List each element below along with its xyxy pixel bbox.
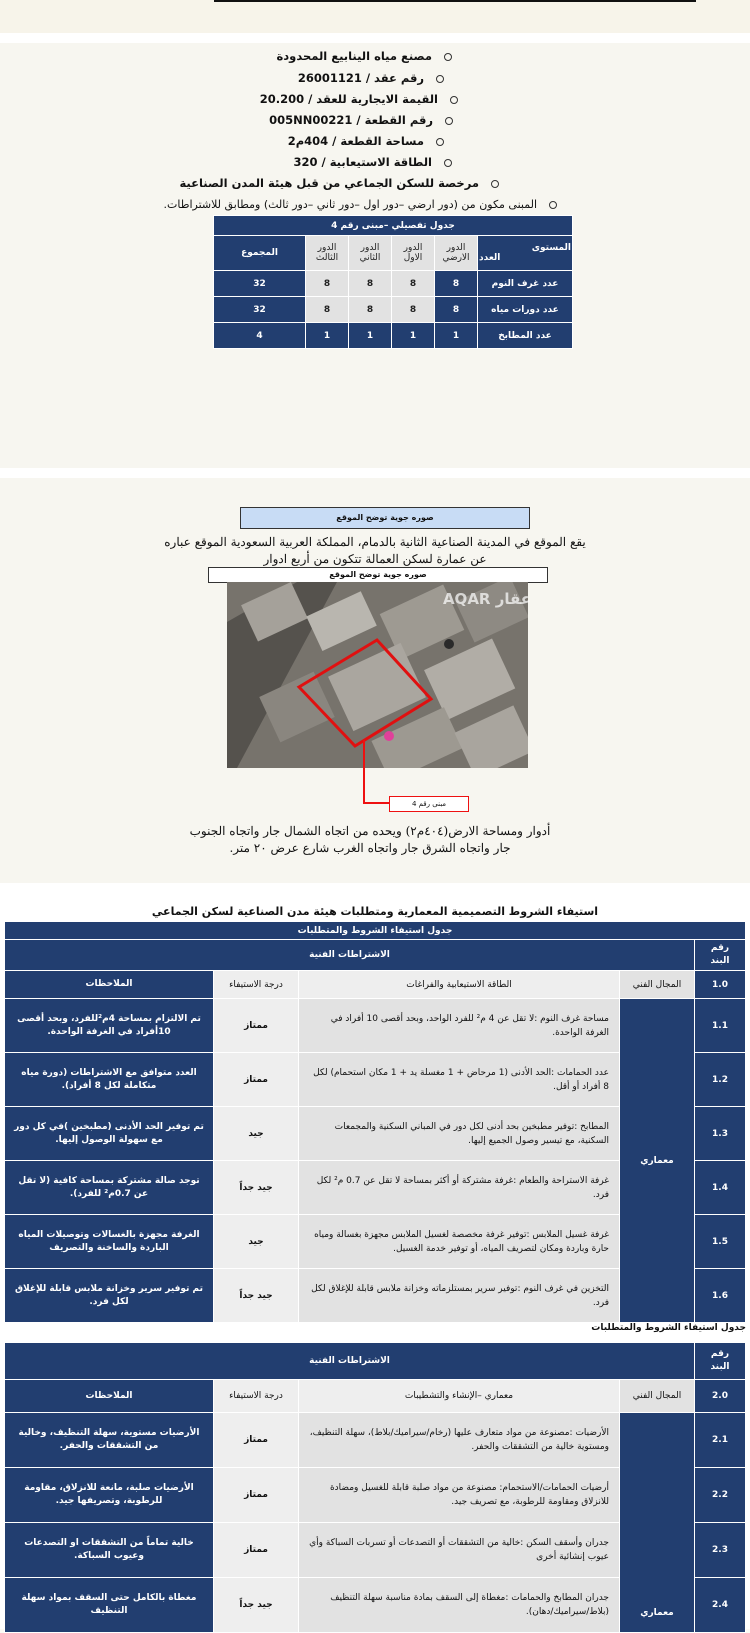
row-label: عدد دورات مياه <box>478 297 573 323</box>
site-bounds-text <box>150 823 590 857</box>
col-header: الدور الثاني <box>349 236 392 271</box>
grade: جيد جداً <box>214 1161 299 1215</box>
table-cell: 1 <box>349 323 392 349</box>
table-cell: 8 <box>349 297 392 323</box>
note: العدد متوافق مع الاشتراطات (دورة مياه متكاملة لكل 8 أفراد). <box>5 1053 214 1107</box>
item-number: 2.1 <box>695 1413 746 1468</box>
table-cell: 1 <box>392 323 435 349</box>
col-requirements: الاشتراطات الفنية <box>5 1343 695 1380</box>
table-cell: 32 <box>214 297 306 323</box>
site-caption: صوره جوية توضح الموقع <box>240 507 530 529</box>
item-number: 1.1 <box>695 999 746 1053</box>
row-label: عدد المطابخ <box>478 323 573 349</box>
info-item <box>288 134 444 148</box>
note: توجد صالة مشتركة بمساحة كافية (لا تقل عن 0.7م² للفرد). <box>5 1161 214 1215</box>
grade: ممتاز <box>214 999 299 1053</box>
col-item: رقم البند <box>695 940 746 971</box>
bullet-icon <box>436 138 444 146</box>
corner-top: المستوى <box>531 243 571 253</box>
note: الأرضيات مستوية، سهلة التنظيف، وخالية من التشققات والحفر. <box>5 1413 214 1468</box>
requirements-table-2 <box>4 1342 746 1633</box>
item-number: 2.4 <box>695 1578 746 1633</box>
info-item <box>179 176 499 190</box>
group-label: الطاقة الاستيعابية والفراغات <box>299 971 620 999</box>
bullet-icon <box>444 159 452 167</box>
info-text: الطاقة الاستيعابية / 320 <box>293 155 432 169</box>
col-requirements: الاشتراطات الفنية <box>5 940 695 971</box>
note: تم توفير سرير وخزانة ملابس قابلة للإغلاق لكل فرد. <box>5 1269 214 1323</box>
top-strip <box>0 0 750 33</box>
info-text: المبنى مكون من (دور ارضي –دور اول –دور ثاني –دور ثالث) ومطابق للاشتراطات. <box>163 198 537 211</box>
info-text: مرخصة للسكن الجماعي من قبل هيئة المدن الصناعية <box>179 176 479 190</box>
callout-label: مبنى رقم 4 <box>389 796 469 812</box>
building-table <box>213 215 573 349</box>
bounds-line: جار واتجاه الشرق جار واتجاه الغرب شارع عرض ٢٠ متر. <box>229 841 511 855</box>
row-label: عدد غرف النوم <box>478 271 573 297</box>
grade: ممتاز <box>214 1413 299 1468</box>
aerial-image <box>227 582 528 768</box>
note: الأرضيات صلبة، مانعة للانزلاق، مقاومة للرطوبة، وتصريفها جيد. <box>5 1468 214 1523</box>
item-number: 2.2 <box>695 1468 746 1523</box>
info-text: مصنع مياه الينابيع المحدودة <box>276 49 432 63</box>
info-text: رقم عقد / 26001121 <box>297 71 424 85</box>
table-cell: 8 <box>435 297 478 323</box>
req-text: جدران وأسقف السكن :خالية من التشققات أو التصدعات أو تسربات السباكة وأي عيوب إنشائية أخرى <box>299 1523 620 1578</box>
col-field: المجال الفني <box>620 971 695 999</box>
col-item: رقم البند <box>695 1343 746 1380</box>
group-number: 2.0 <box>695 1380 746 1413</box>
note: خالية تماماً من التشققات او التصدعات وعيوب السباكة. <box>5 1523 214 1578</box>
bullet-icon <box>450 96 458 104</box>
aerial-map <box>227 582 528 768</box>
item-number: 1.3 <box>695 1107 746 1161</box>
note: الغرفة مجهزة بالغسالات وتوصيلات المياه الباردة والساخنة والتصريف <box>5 1215 214 1269</box>
page-gap <box>0 468 750 478</box>
table-title: جدول تفصيلي –مبنى رقم 4 <box>214 216 573 236</box>
table2-label: جدول استيفاء الشروط والمتطلبات <box>591 1323 746 1333</box>
aqar-watermark: عقار AQAR <box>442 590 532 608</box>
item-number: 1.5 <box>695 1215 746 1269</box>
req-text: التخزين في غرف النوم :توفير سرير بمستلزماته وخزانة ملابس قابلة للإغلاق لكل فرد. <box>299 1269 620 1323</box>
group-number: 1.0 <box>695 971 746 999</box>
col-field: المجال الفني <box>620 1380 695 1413</box>
req-text: غرفة الاستراحة والطعام :غرفة مشتركة أو أكثر بمساحة لا تقل عن 0.7 م² لكل فرد. <box>299 1161 620 1215</box>
site-description <box>80 534 670 568</box>
bullet-icon <box>445 117 453 125</box>
grade: جيد <box>214 1107 299 1161</box>
bullet-icon <box>444 53 452 61</box>
info-item <box>293 155 452 169</box>
top-divider <box>214 0 696 2</box>
req-text: مساحة غرف النوم :لا تقل عن 4 م² للفرد الواحد، وبحد أقصى 10 أفراد في الغرفة الواحدة. <box>299 999 620 1053</box>
grade: جيد <box>214 1215 299 1269</box>
req-text: المطابخ :توفير مطبخين بحد أدنى لكل دور في المباني السكنية والمجمعات السكنية، مع تيسير وصول الجميع إليها. <box>299 1107 620 1161</box>
grade: ممتاز <box>214 1523 299 1578</box>
table-cell: 8 <box>306 297 349 323</box>
requirements-table-1 <box>4 921 746 1323</box>
item-number: 2.3 <box>695 1523 746 1578</box>
req-text: الأرضيات :مصنوعة من مواد متعارف عليها (رخام/سيراميك/بلاط)، سهلة التنظيف، ومستوية خالية من التشققات والحفر. <box>299 1413 620 1468</box>
info-text: القيمة الايجارية للعقد / 20.200 <box>259 92 438 106</box>
note: تم الالتزام بمساحة 4م²للفرد، وبحد أقصى 10أفراد في الغرفة الواحدة. <box>5 999 214 1053</box>
col-header: المجموع <box>214 236 306 271</box>
corner-bottom: العدد <box>479 253 501 263</box>
col-notes: الملاحظات <box>5 971 214 999</box>
page-gap <box>0 33 750 43</box>
table-cell: 32 <box>214 271 306 297</box>
info-item <box>298 71 444 85</box>
bounds-line: أدوار ومساحة الارض(٤٠٤م٢) ويحده من اتجاه الشمال جار واتجاه الجنوب <box>189 824 551 838</box>
field-label: معماري <box>620 1413 695 1633</box>
col-header: الدور الاول <box>392 236 435 271</box>
item-number: 1.4 <box>695 1161 746 1215</box>
group-label: معماري –الإنشاء والتشطيبات <box>299 1380 620 1413</box>
info-text: مساحة القطعة / 404م2 <box>287 134 424 148</box>
bullet-icon <box>436 75 444 83</box>
req-text: أرضيات الحمامات/الاستحمام: مصنوعة من مواد صلبة قابلة للغسيل ومضادة للانزلاق ومقاومة للرطوبة، مع تصريف جيد. <box>299 1468 620 1523</box>
grade: ممتاز <box>214 1468 299 1523</box>
note: مغطاة بالكامل حتى السقف بمواد سهلة التنظيف <box>5 1578 214 1633</box>
table-cell: 1 <box>306 323 349 349</box>
col-grade: درجة الاستيفاء <box>214 1380 299 1413</box>
desc-line: يقع الموقع في المدينة الصناعية الثانية بالدمام، المملكة العربية السعودية الموقع عباره <box>164 535 586 549</box>
info-item <box>164 198 558 211</box>
col-grade: درجة الاستيفاء <box>214 971 299 999</box>
note: تم توفير الحد الأدنى (مطبخين )في كل دور مع سهولة الوصول إليها. <box>5 1107 214 1161</box>
grade: جيد جداً <box>214 1269 299 1323</box>
table-cell: 8 <box>392 297 435 323</box>
table-cell: 8 <box>306 271 349 297</box>
bullet-icon <box>549 201 557 209</box>
desc-line: عن عمارة لسكن العمالة تتكون من أربع ادوار <box>263 552 487 566</box>
info-text: رقم القطعة / 005NN00221 <box>269 113 433 127</box>
info-item <box>276 49 452 63</box>
grade: جيد جداً <box>214 1578 299 1633</box>
col-header: الدور الثالث <box>306 236 349 271</box>
grade: ممتاز <box>214 1053 299 1107</box>
info-item <box>269 113 453 127</box>
bullet-icon <box>491 180 499 188</box>
info-item <box>260 92 458 106</box>
page-gap <box>0 883 750 895</box>
callout-connector <box>363 802 391 804</box>
req-text: عدد الحمامات :الحد الأدنى (1 مرحاض + 1 مغسلة يد + 1 مكان استحمام) لكل 8 أفراد أو أقل. <box>299 1053 620 1107</box>
table-cell: 4 <box>214 323 306 349</box>
table-cell: 8 <box>349 271 392 297</box>
table-cell: 8 <box>435 271 478 297</box>
req-text: غرفة غسيل الملابس :توفير غرفة مخصصة لغسيل الملابس مجهزة بغسالة ومياه حارة وباردة ومكان لتصريف المياه، أو توفير خدمة الغسيل. <box>299 1215 620 1269</box>
table-corner <box>478 236 573 271</box>
table-title: جدول استيفاء الشروط والمتطلبات <box>5 922 746 940</box>
req-text: جدران المطابخ والحمامات :مغطاة إلى السقف بمادة مناسبة سهلة التنظيف (بلاط/سيراميك/دهان). <box>299 1578 620 1633</box>
item-number: 1.6 <box>695 1269 746 1323</box>
callout-line <box>363 740 365 803</box>
map-caption: صوره جوية توضح الموقع <box>208 567 548 583</box>
col-header: الدور الارضي <box>435 236 478 271</box>
table-cell: 1 <box>435 323 478 349</box>
field-label: معماري <box>620 999 695 1323</box>
item-number: 1.2 <box>695 1053 746 1107</box>
col-notes: الملاحظات <box>5 1380 214 1413</box>
table-cell: 8 <box>392 271 435 297</box>
section-title: استيفاء الشروط التصميمية المعمارية ومتطلبات هيئة مدن الصناعية لسكن الجماعي <box>151 905 599 918</box>
